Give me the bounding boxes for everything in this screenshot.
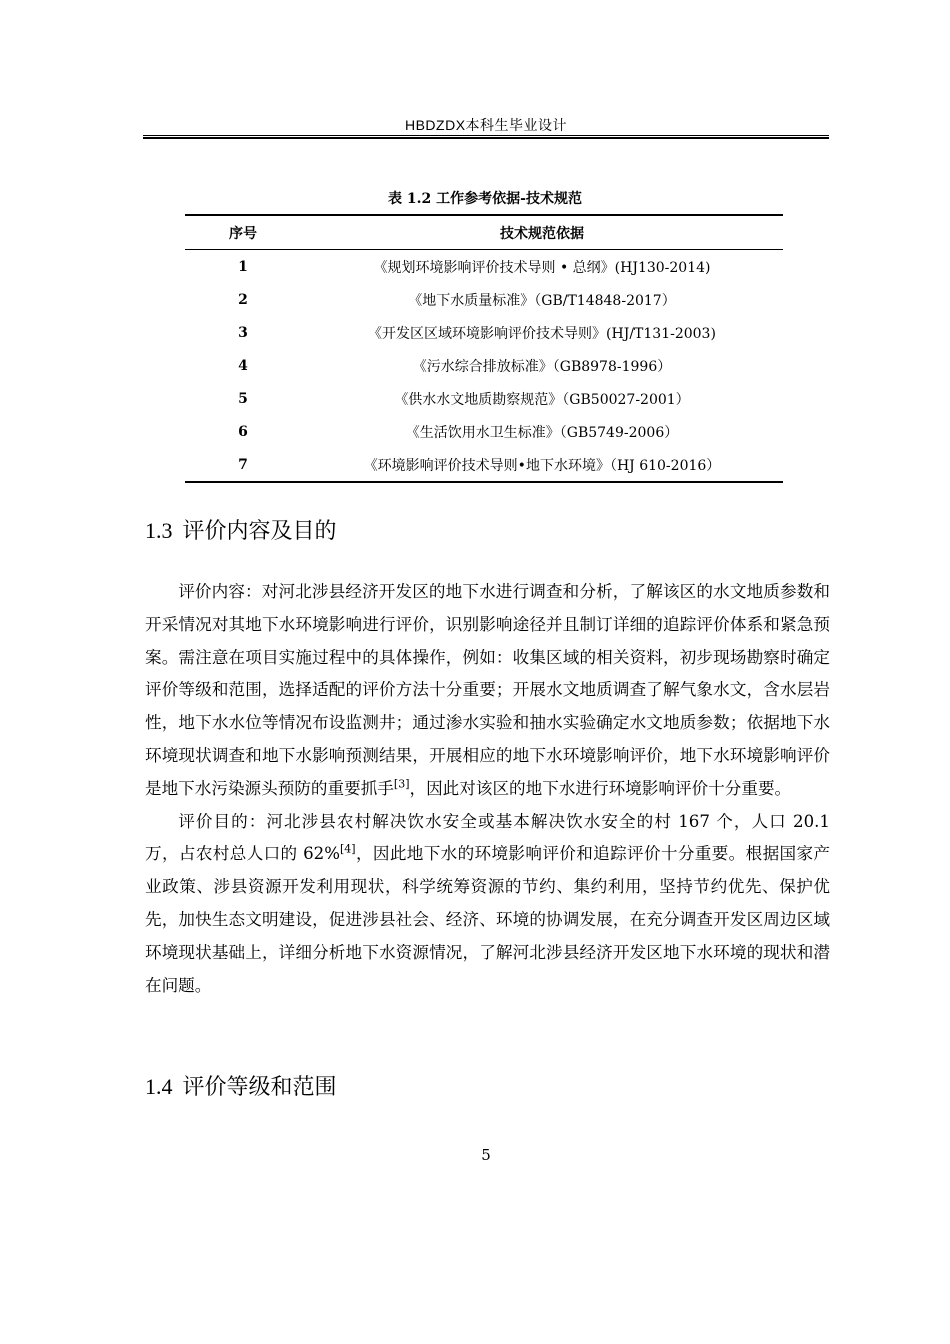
page-number: 5: [481, 1146, 491, 1164]
table-header-row: [185, 215, 783, 250]
section-heading-1-4: [145, 1070, 337, 1101]
section-1-3-body: [145, 576, 830, 1002]
section-number: 1.4: [145, 1074, 173, 1099]
table-row: [185, 250, 783, 284]
row-spec: 《开发区区域环境影响评价技术导则》(HJ/T131-2003): [368, 325, 716, 342]
section-title: 评价内容及目的: [182, 519, 337, 544]
header-rule: [143, 135, 829, 136]
table-row: [185, 448, 783, 482]
row-spec: 《污水综合排放标准》（GB8978-1996）: [412, 358, 672, 375]
row-number: 6: [238, 423, 248, 440]
section-number: 1.3: [145, 518, 173, 543]
row-number: 3: [238, 324, 248, 341]
column-header-number: 序号: [185, 215, 301, 250]
row-number: 2: [238, 291, 248, 308]
section-heading-1-3: [145, 514, 337, 545]
row-spec: 《规划环境影响评价技术导则 • 总纲》(HJ130-2014): [373, 259, 711, 276]
paragraph-text: 评价内容：对河北涉县经济开发区的地下水进行调查和分析，了解该区的水文地质参数和开采情况对其地下水环境影响进行评价，识别影响途径并且制订详细的追踪评价体系和紧急预案。需注意在项目实施过程中的具体操作，例如：收集区域的相关资料，初步现场勘察时确定评价等级和范围，选择适配的评价方法十分重要；开展水文地质调查了解气象水文，含水层岩性，地下水水位等情况布设监测井；通过渗水实验和抽水实验确定水文地质参数；依据地下水环境现状调查和地下水影响预测结果，开展相应的地下水环境影响评价，地下水环境影响评价是地下水污染源头预防的重要抓手: [145, 582, 830, 798]
row-number: 5: [238, 390, 248, 407]
citation-ref[interactable]: [3]: [393, 777, 410, 791]
section-title: 评价等级和范围: [182, 1075, 337, 1100]
table-caption: 表 1.2 工作参考依据-技术规范: [388, 191, 582, 207]
row-spec: 《生活饮用水卫生标准》（GB5749-2006）: [405, 424, 679, 441]
row-number: 4: [238, 357, 248, 374]
table-row: [185, 316, 783, 349]
running-header: HBDZDX本科生毕业设计: [404, 117, 568, 133]
row-number: 1: [238, 258, 248, 275]
paragraph-text-tail: ，因此对该区的地下水进行环境影响评价十分重要。: [409, 778, 792, 798]
row-spec: 《环境影响评价技术导则•地下水环境》（HJ 610-2016）: [301, 448, 783, 482]
table-row: [185, 415, 783, 448]
table-row: [185, 382, 783, 415]
row-spec: 《供水水文地质勘察规范》（GB50027-2001）: [394, 391, 690, 408]
header-rule-thick: [143, 137, 829, 139]
citation-ref[interactable]: [4]: [340, 842, 356, 856]
column-header-spec: 技术规范依据: [301, 215, 783, 250]
reference-table: [185, 214, 783, 483]
paragraph-content: [145, 576, 830, 806]
table-row: [185, 349, 783, 382]
paragraph-purpose: [145, 806, 830, 1003]
table-row: [185, 283, 783, 316]
paragraph-text: 评价目的：河北涉县农村解决饮水安全或基本解决饮水安全的村 167 个，人口 20.1 万，占农村总人口的 62%: [145, 811, 830, 864]
row-number: 7: [185, 448, 301, 482]
paragraph-text-tail: ，因此地下水的环境影响评价和追踪评价十分重要。根据国家产业政策、涉县资源开发利用现状，科学统筹资源的节约、集约利用，坚持节约优先、保护优先，加快生态文明建设，促进涉县社会、经济、环境的协调发展，在充分调查开发区周边区域环境现状基础上，详细分析地下水资源情况，了解河北涉县经济开发区地下水环境的现状和潜在问题。: [145, 844, 830, 995]
row-spec: 《地下水质量标准》（GB/T14848-2017）: [408, 292, 676, 309]
